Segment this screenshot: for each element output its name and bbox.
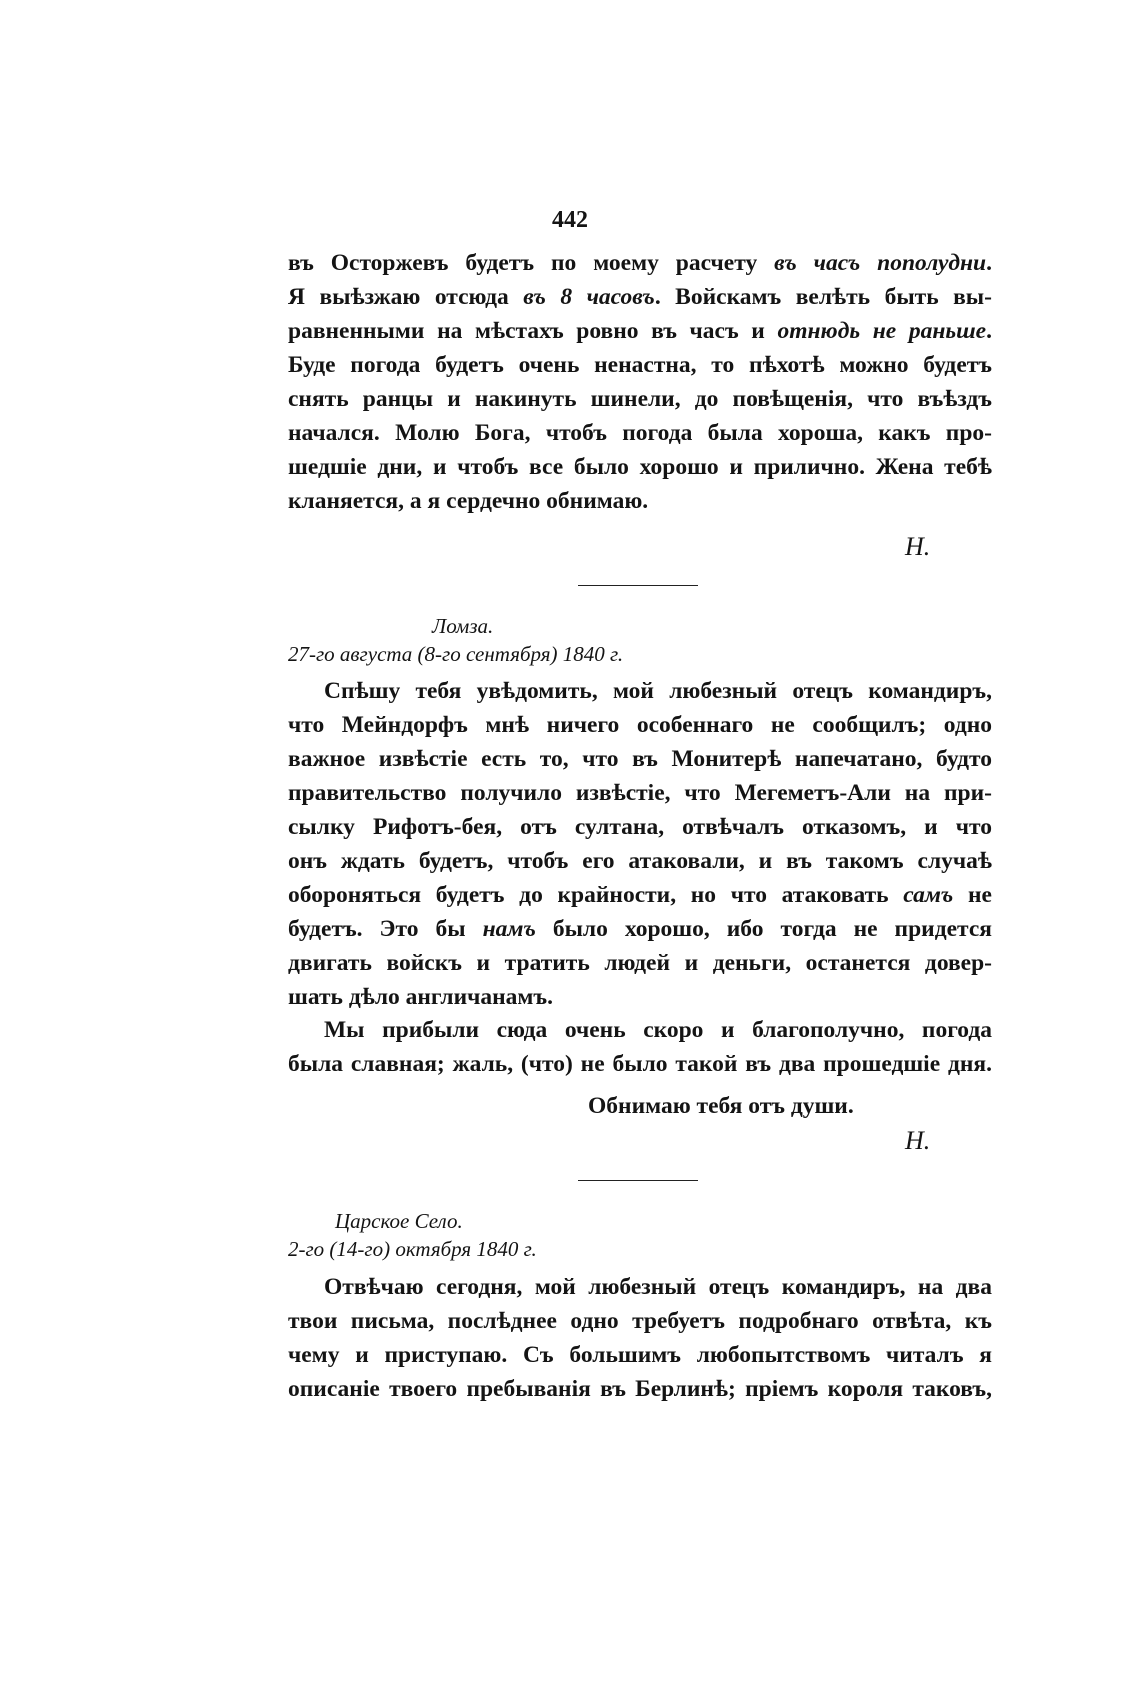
- text-line: правительство получило извѣстіе, что Мегеметъ-Али на при-: [288, 780, 992, 806]
- closing-line: Обнимаю тебя отъ души.: [588, 1093, 854, 1119]
- letter2-paragraph1: [288, 674, 992, 1014]
- text-line: обороняться будетъ до крайности, но что атаковать самъ не: [288, 882, 992, 908]
- text-line: снять ранцы и накинуть шинели, до повѣщенія, что въѣздъ: [288, 386, 992, 412]
- signature: Н.: [905, 1126, 931, 1155]
- text-line: начался. Молю Бога, чтобъ погода была хороша, какъ про-: [288, 420, 992, 446]
- letter1-body: [288, 246, 992, 518]
- text-line: кланяется, а я сердечно обнимаю.: [288, 488, 649, 514]
- text-line: чему и приступаю. Съ большимъ любопытствомъ читалъ я: [288, 1342, 992, 1368]
- text-line: двигать войскъ и тратить людей и деньги, останется довер-: [288, 950, 992, 976]
- text-line: важное извѣстіе есть то, что въ Монитерѣ напечатано, будто: [288, 746, 992, 772]
- text-line: была славная; жаль, (что) не было такой въ два прошедшіе дня.: [288, 1051, 992, 1077]
- text-line: сылку Рифотъ-бея, отъ султана, отвѣчалъ отказомъ, и что: [288, 814, 992, 840]
- text-line: шать дѣло англичанамъ.: [288, 984, 553, 1010]
- letter3-body: [288, 1270, 992, 1406]
- letter-date: 2-го (14-го) октября 1840 г.: [288, 1237, 537, 1261]
- text-line: равненными на мѣстахъ ровно въ часъ и отнюдь не раньше.: [288, 318, 992, 344]
- page-number: 442: [552, 207, 588, 233]
- letter2-paragraph2: [288, 1013, 992, 1081]
- text-line: Отвѣчаю сегодня, мой любезный отецъ командиръ, на два: [324, 1274, 992, 1300]
- text-line: что Мейндорфъ мнѣ ничего особеннаго не сообщилъ; одно: [288, 712, 992, 738]
- section-divider: [578, 585, 698, 586]
- text-line: онъ ждать будетъ, чтобъ его атаковали, и въ такомъ случаѣ: [288, 848, 992, 874]
- letter-date: 27-го августа (8-го сентября) 1840 г.: [288, 642, 624, 666]
- text-line: Спѣшу тебя увѣдомить, мой любезный отецъ командиръ,: [324, 678, 992, 704]
- text-line: Я выѣзжаю отсюда въ 8 часовъ. Войскамъ велѣть быть вы-: [288, 284, 992, 310]
- section-divider: [578, 1180, 698, 1181]
- signature: Н.: [905, 532, 931, 561]
- text-line: твои письма, послѣднее одно требуетъ подробнаго отвѣта, къ: [288, 1308, 992, 1334]
- text-line: Мы прибыли сюда очень скоро и благополучно, погода: [324, 1017, 992, 1043]
- text-line: въ Осторжевъ будетъ по моему расчету въ часъ пополудни.: [288, 250, 992, 276]
- text-line: Буде погода будетъ очень ненастна, то пѣхотѣ можно будетъ: [288, 352, 992, 378]
- text-line: шедшіе дни, и чтобъ все было хорошо и прилично. Жена тебѣ: [288, 454, 992, 480]
- text-line: будетъ. Это бы намъ было хорошо, ибо тогда не придется: [288, 916, 992, 942]
- letter-place: Ломза.: [432, 614, 494, 638]
- text-line: описаніе твоего пребыванія въ Берлинѣ; пріемъ короля таковъ,: [288, 1376, 992, 1402]
- letter-place: Царское Село.: [335, 1209, 463, 1233]
